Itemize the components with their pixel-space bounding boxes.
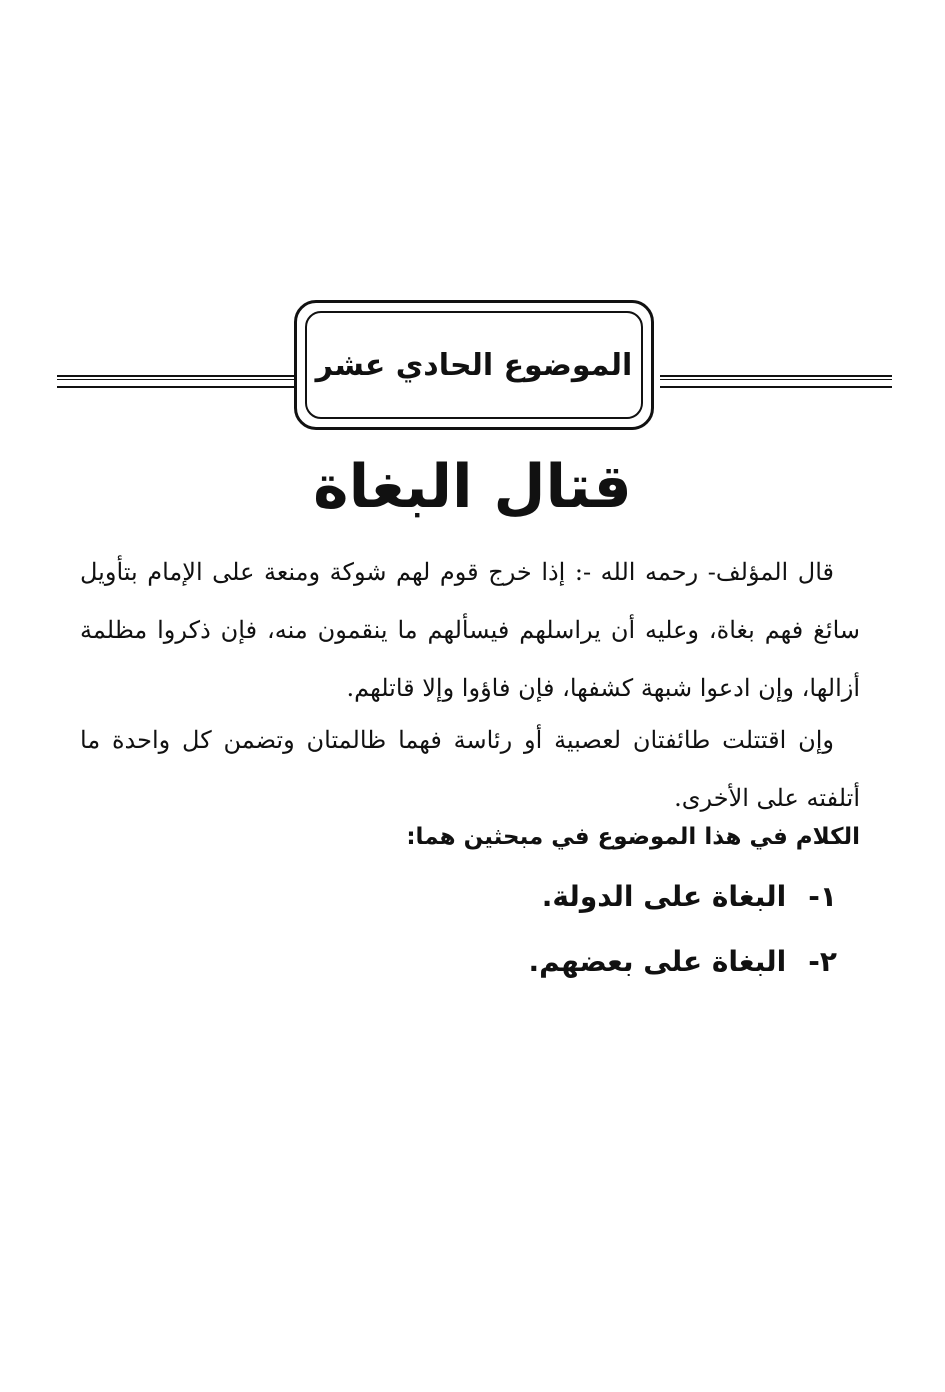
topic-heading-inner-frame	[305, 311, 643, 419]
page-title: قتال البغاة	[313, 452, 632, 522]
list-item	[542, 880, 837, 913]
topic-heading-frame	[294, 300, 654, 430]
body-paragraph: قال المؤلف- رحمه الله -: إذا خرج قوم لهم شوكة ومنعة على الإمام بتأويل سائغ فهم بغاة، وعليه أن يراسلهم فيسألهم ما ينقمون منه، فإن ذكروا مظلمة أزالها، وإن ادعوا شبهة كشفها، فإن فاؤوا وإلا قاتلهم.	[80, 558, 860, 702]
topic-heading: الموضوع الحادي عشر	[315, 347, 633, 383]
list-item-number: ١-	[808, 880, 837, 913]
list-item	[529, 945, 837, 978]
section-intro: الكلام في هذا الموضوع في مبحثين هما:	[406, 824, 860, 850]
list-item-text: البغاة على الدولة.	[541, 880, 787, 913]
body-paragraph: وإن اقتتلت طائفتان لعصبية أو رئاسة فهما ظالمتان وتضمن كل واحدة ما أتلفته على الأخرى.	[80, 726, 860, 812]
left-double-rule	[57, 375, 295, 388]
list-item-text: البغاة على بعضهم.	[528, 945, 787, 978]
list-item-number: ٢-	[808, 945, 837, 978]
right-double-rule	[660, 375, 892, 388]
